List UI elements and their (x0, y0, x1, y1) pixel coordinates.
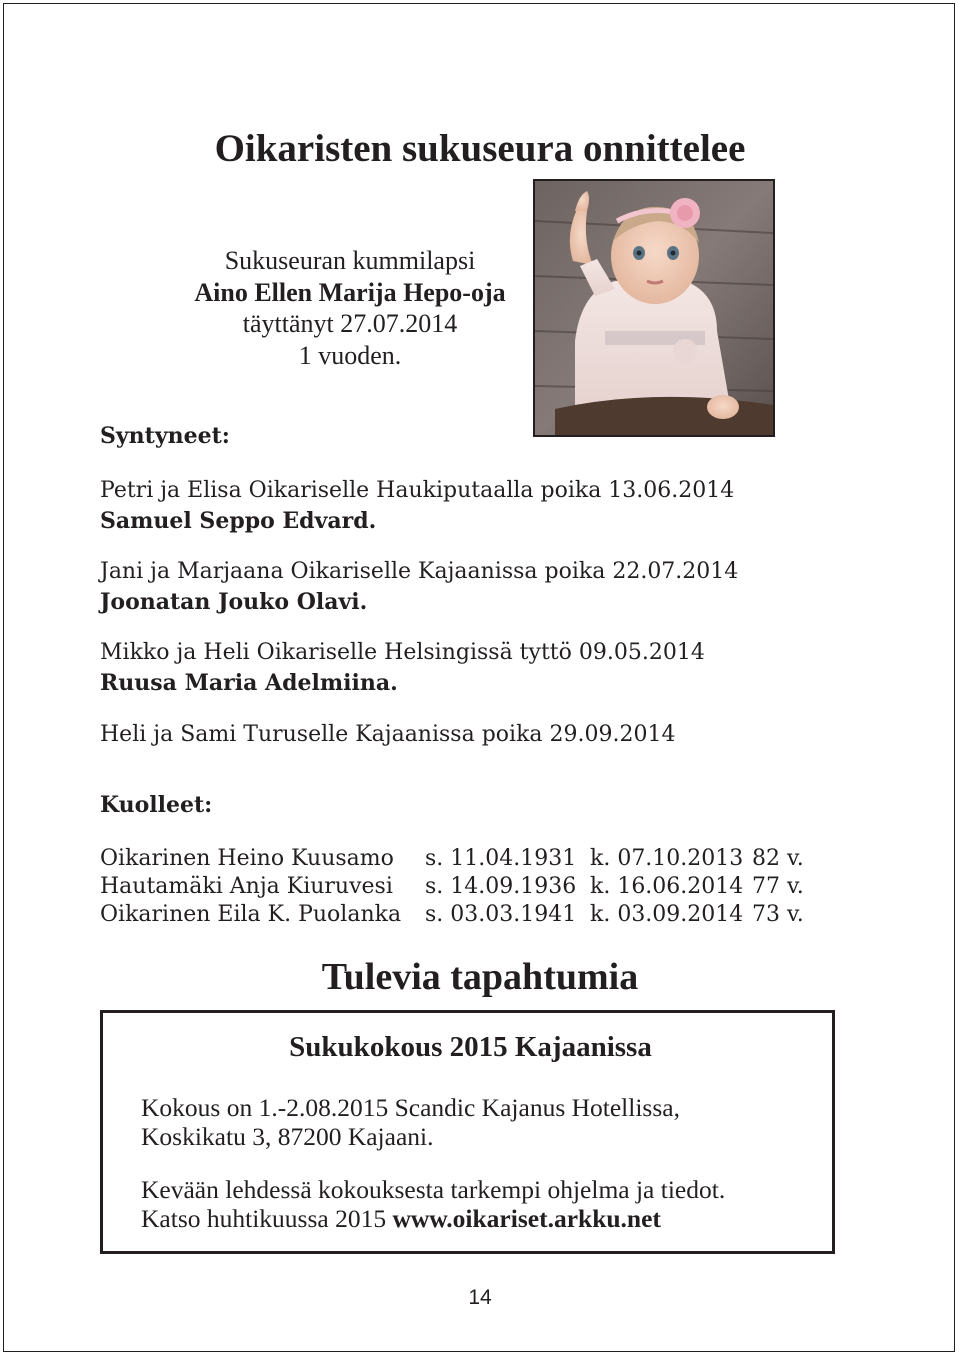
birth-entry-name: Samuel Seppo Edvard. (100, 508, 377, 534)
death-age: 77 v. (752, 874, 804, 899)
death-died: k. 16.06.2014 (590, 874, 744, 899)
event-line: Koskikatu 3, 87200 Kajaani. (141, 1122, 434, 1151)
godchild-line3: täyttänyt 27.07.2014 (242, 309, 458, 338)
birth-entry-name: Joonatan Jouko Olavi. (100, 589, 368, 615)
death-row (100, 901, 830, 929)
godchild-line1: Sukuseuran kummilapsi (224, 246, 476, 275)
website-link[interactable]: www.oikariset.arkku.net (392, 1204, 661, 1233)
page-title: Oikaristen sukuseura onnittelee (214, 127, 746, 170)
death-died: k. 03.09.2014 (590, 902, 744, 927)
godchild-name: Aino Ellen Marija Hepo-oja (194, 277, 506, 307)
birth-entry (100, 720, 675, 750)
deaths-heading: Kuolleet: (100, 792, 213, 818)
event-line: Kokous on 1.-2.08.2015 Scandic Kajanus Hotellissa, (141, 1093, 680, 1122)
birth-entry-text: Jani ja Marjaana Oikariselle Kajaanissa poika 22.07.2014 (100, 559, 739, 584)
godchild-announcement (150, 245, 550, 371)
death-name: Oikarinen Heino Kuusamo (100, 846, 394, 871)
godchild-line4: 1 vuoden. (298, 340, 402, 370)
baby-photo (533, 179, 775, 437)
death-born: s. 14.09.1936 (425, 874, 577, 899)
death-age: 73 v. (752, 902, 804, 927)
page-number: 14 (468, 1286, 492, 1309)
death-born: s. 11.04.1931 (425, 846, 577, 871)
birth-entry (100, 476, 734, 536)
birth-entry-text: Mikko ja Heli Oikariselle Helsingissä tyttö 09.05.2014 (100, 640, 705, 665)
death-name: Oikarinen Eila K. Puolanka (100, 902, 402, 927)
death-born: s. 03.03.1941 (425, 902, 577, 927)
event-title: Sukukokous 2015 Kajaanissa (289, 1031, 652, 1063)
birth-entry-name: Ruusa Maria Adelmiina. (100, 670, 398, 696)
death-age: 82 v. (752, 846, 804, 871)
event-details (141, 1093, 680, 1151)
event-more-info (141, 1175, 725, 1233)
births-heading: Syntyneet: (100, 423, 230, 449)
birth-entry-text: Petri ja Elisa Oikariselle Haukiputaalla poika 13.06.2014 (100, 478, 735, 503)
event-line: Kevään lehdessä kokouksesta tarkempi ohjelma ja tiedot. (141, 1175, 726, 1204)
event-box (100, 1010, 835, 1254)
event-line-website (141, 1204, 725, 1233)
death-name: Hautamäki Anja Kiuruvesi (100, 874, 393, 899)
event-line-prefix: Katso huhtikuussa 2015 (141, 1204, 393, 1233)
death-died: k. 07.10.2013 (590, 846, 744, 871)
birth-entry (100, 557, 738, 617)
death-row (100, 873, 830, 901)
birth-entry-text: Heli ja Sami Turuselle Kajaanissa poika 29.09.2014 (100, 722, 676, 747)
upcoming-heading: Tulevia tapahtumia (321, 956, 639, 998)
birth-entry (100, 638, 705, 698)
death-row (100, 845, 830, 873)
